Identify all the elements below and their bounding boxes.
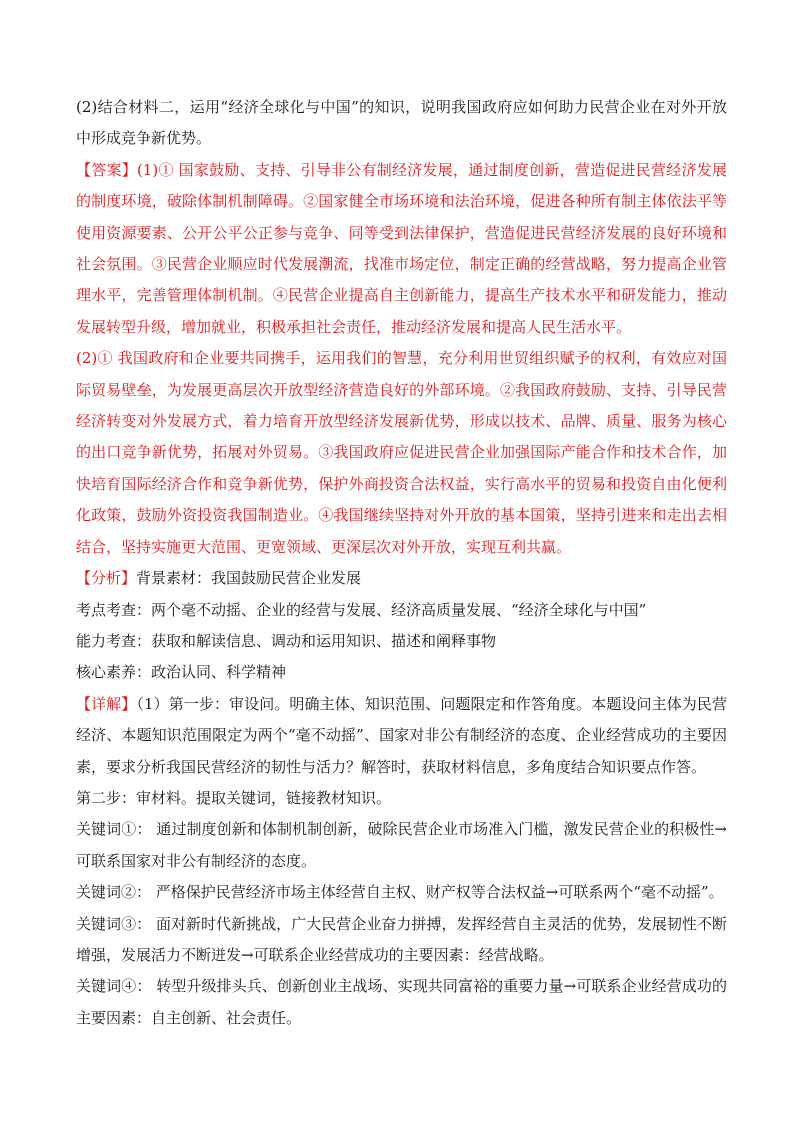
keyword-1: 关键词①： 通过制度创新和体制机制创新，破除民营企业市场准入门槛，激发民营企业的积极性→可联系国家对非公有制经济的态度。 [76, 820, 727, 870]
analysis-literacy: 核心素养：政治认同、科学精神 [76, 663, 287, 682]
detail-tag: 【详解】 [76, 694, 137, 713]
analysis-exam-points: 考点考查：两个毫不动摇、企业的经营与发展、经济高质量发展、“经济全球化与中国” [76, 600, 647, 619]
answer-part-1 [76, 155, 727, 343]
analysis-tag: 【分析】 [76, 569, 137, 588]
analysis-ability: 能力考查：获取和解读信息、调动和运用知识、描述和阐释事物 [76, 631, 497, 650]
document-body [76, 92, 727, 1034]
question-text: (2)结合材料二，运用“经济全球化与中国”的知识，说明我国政府应如何助力民营企业在对外开放中形成竞争新优势。 [76, 98, 727, 148]
analysis-background [76, 563, 727, 594]
answer-tag: 【答案】 [76, 160, 137, 179]
keyword-4: 关键词④： 转型升级排头兵、创新创业主战场、实现共同富裕的重要力量→可联系企业经营成功的主要因素：自主创新、社会责任。 [76, 977, 727, 1027]
keyword-2: 关键词②： 严格保护民营经济市场主体经营自主权、财产权等合法权益→可联系两个“毫不动摇”。 [76, 883, 724, 902]
answer-part-1-text: (1)① 国家鼓励、支持、引导非公有制经济发展，通过制度创新，营造促进民营经济发展的制度环境，破除体制机制障碍。②国家健全市场环境和法治环境，促进各种所有制主体依法平等使用资源要素、公开公平公正参与竞争、同等受到法律保护，营造促进民营经济发展的良好环境和社会氛围。③民营企业顺应时代发展潮流，找准市场定位，制定正确的经营战略，努力提高企业管理水平，完善管理体制机制。④民营企业提高自主创新能力，提高生产技术水平和研发能力，推动发展转型升级，增加就业，积极承担社会责任，推动经济发展和提高人民生活水平。 [76, 160, 727, 336]
keyword-3: 关键词③： 面对新时代新挑战，广大民营企业奋力拼搏，发挥经营自主灵活的优势，发展韧性不断增强，发展活力不断迸发→可联系企业经营成功的主要因素：经营战略。 [76, 914, 727, 964]
detail-step-1-text: （1）第一步：审设问。明确主体、知识范围、问题限定和作答角度。本题设问主体为民营经济、本题知识范围限定为两个“毫不动摇”、国家对非公有制经济的态度、企业经营成功的主要因素，要求分析我国民营经济的韧性与活力？解答时，获取材料信息，多角度结合知识要点作答。 [76, 694, 727, 776]
detail-step-2: 第二步：审材料。提取关键词，链接教材知识。 [76, 788, 392, 807]
analysis-background-text: 背景素材：我国鼓励民营企业发展 [136, 569, 362, 588]
answer-part-2: (2)① 我国政府和企业要共同携手，运用我们的智慧，充分利用世贸组织赋予的权利，有效应对国际贸易壁垒，为发展更高层次开放型经济营造良好的外部环境。②我国政府鼓励、支持、引导民营经济转变对外发展方式，着力培育开放型经济发展新优势，形成以技术、品牌、质量、服务为核心的出口竞争新优势，拓展对外贸易。③我国政府应促进民营企业加强国际产能合作和技术合作，加快培育国际经济合作和竞争新优势，保护外商投资合法权益，实行高水平的贸易和投资自由化便利化政策，鼓励外资投资我国制造业。④我国继续坚持对外开放的基本国策，坚持引进来和走出去相结合，坚持实施更大范围、更宽领域、更深层次对外开放，实现互利共赢。 [76, 349, 727, 556]
detail-step-1 [76, 689, 727, 783]
